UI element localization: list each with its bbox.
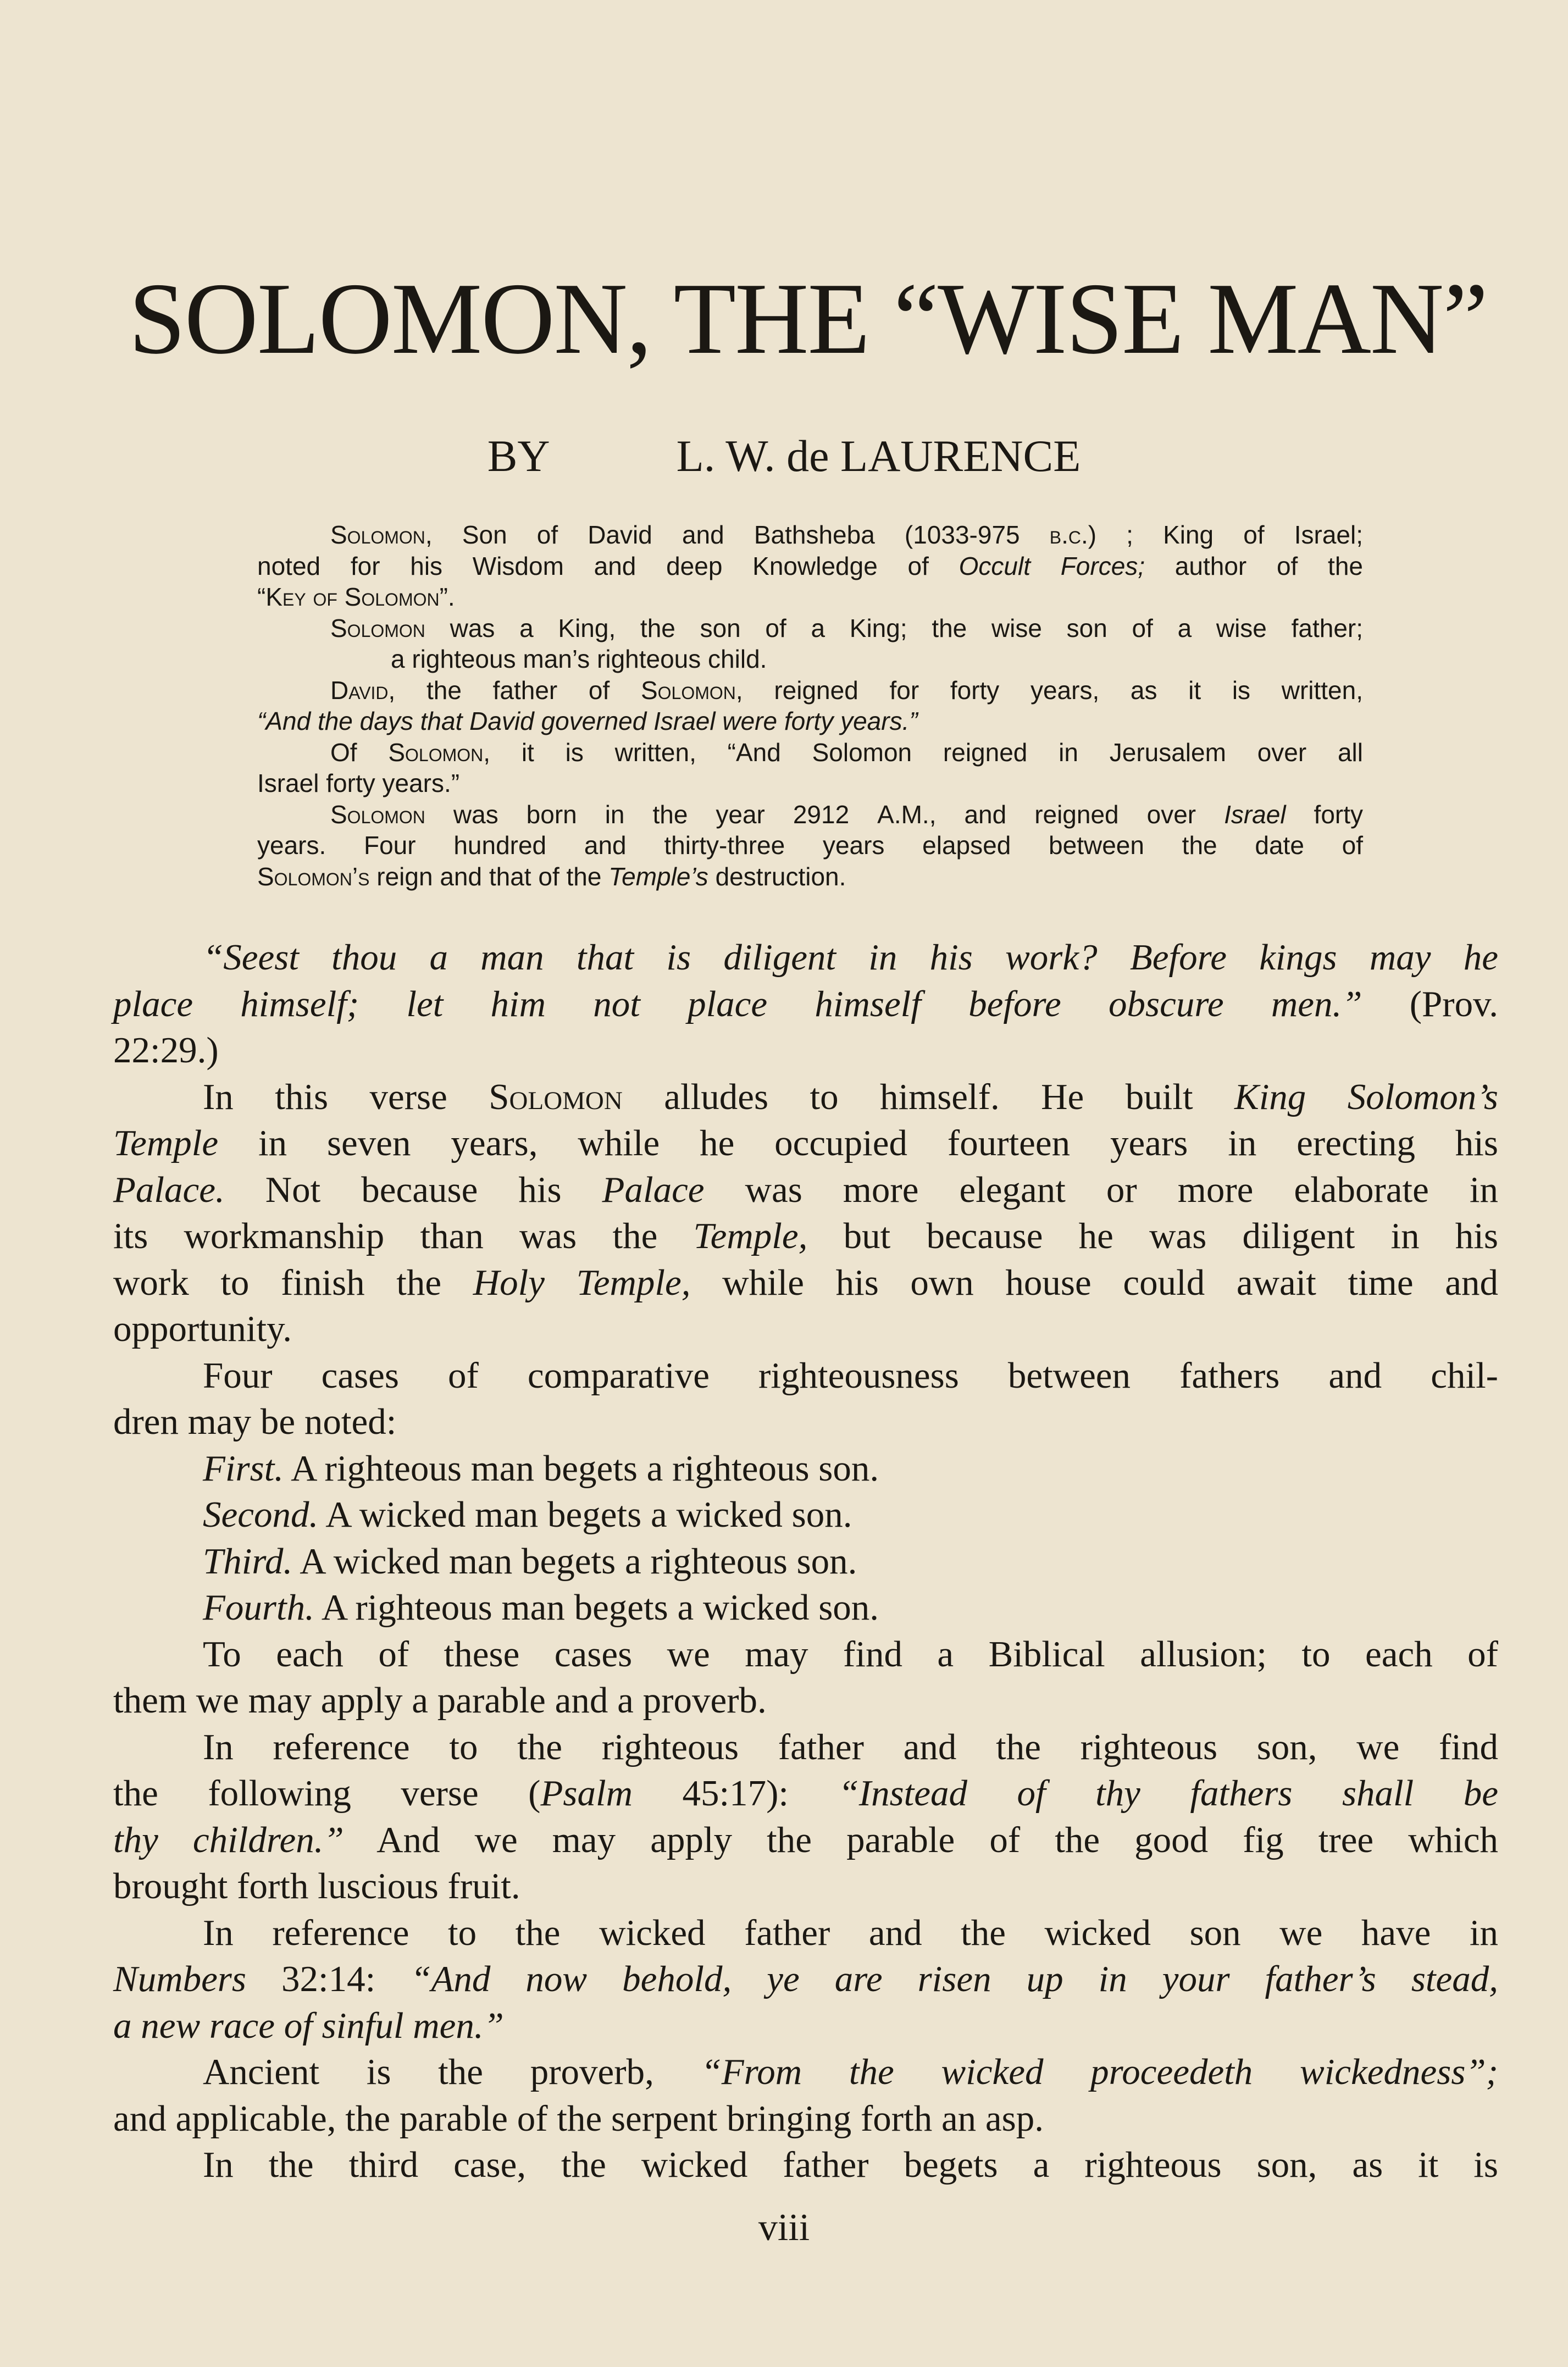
body-line: the following verse (Psalm 45:17): “Instead of thy fathers shall be: [113, 1773, 1498, 1814]
body-line: 22:29.): [113, 1030, 219, 1071]
intro-line: Solomon, Son of David and Bathsheba (1033-975 b.c.) ; King of Israel;: [330, 520, 1363, 549]
intro-line: Solomon was born in the year 2912 A.M., and reigned over Israel forty: [330, 800, 1363, 829]
intro-line: noted for his Wisdom and deep Knowledge of Occult Forces; author of the: [257, 551, 1363, 580]
intro-line: “Key of Solomon”.: [257, 583, 455, 611]
body-line: Palace. Not because his Palace was more elegant or more elaborate in: [113, 1169, 1498, 1210]
body-line: Fourth. A righteous man begets a wicked son.: [203, 1587, 879, 1628]
intro-line: David, the father of Solomon, reigned for forty years, as it is written,: [330, 675, 1363, 705]
body-line: Ancient is the proverb, “From the wicked proceedeth wickedness”;: [203, 2052, 1498, 2092]
intro-line: Israel forty years.”: [257, 769, 460, 797]
body-line: its workmanship than was the Temple, but because he was diligent in his: [113, 1216, 1498, 1256]
byline: [0, 429, 1568, 484]
body-line: In this verse Solomon alludes to himself. He built King Solomon’s: [203, 1076, 1498, 1117]
body-line: In reference to the wicked father and the wicked son we have in: [203, 1912, 1498, 1953]
intro-line: Of Solomon, it is written, “And Solomon reigned in Jerusalem over all: [330, 738, 1363, 767]
body-line: Four cases of comparative righteousness between fathers and chil-: [203, 1355, 1498, 1396]
intro-line: years. Four hundred and thirty-three years elapsed between the date of: [257, 831, 1363, 860]
intro-line: “And the days that David governed Israel were forty years.”: [257, 707, 918, 735]
body-line: In reference to the righteous father and the righteous son, we find: [203, 1726, 1498, 1767]
body-line: Numbers 32:14: “And now behold, ye are risen up in your father’s stead,: [113, 1959, 1498, 1999]
body-line: Temple in seven years, while he occupied fourteen years in erecting his: [113, 1123, 1498, 1163]
body-line: brought forth luscious fruit.: [113, 1866, 520, 1906]
body-line: them we may apply a parable and a proverb.: [113, 1680, 767, 1721]
body-line: To each of these cases we may find a Biblical allusion; to each of: [203, 1633, 1498, 1675]
page-number: viii: [758, 2207, 810, 2249]
body-line: dren may be noted:: [113, 1401, 397, 1442]
intro-line: Solomon was a King, the son of a King; the wise son of a wise father;: [330, 613, 1363, 642]
body-line: work to finish the Holy Temple, while his own house could await time and: [113, 1262, 1498, 1303]
chapter-title: SOLOMON, THE “WISE MAN”: [129, 262, 1487, 375]
byline-by: BY: [487, 431, 550, 481]
body-line: opportunity.: [113, 1309, 292, 1349]
intro-summary: [257, 519, 1363, 892]
body-line: “Seest thou a man that is diligent in his work? Before kings may he: [203, 937, 1498, 978]
body-line: and applicable, the parable of the serpent bringing forth an asp.: [113, 2098, 1044, 2139]
body-line: a new race of sinful men.”: [113, 2005, 504, 2046]
body-line: In the third case, the wicked father begets a righteous son, as it is: [203, 2144, 1498, 2185]
body-line: Third. A wicked man begets a righteous son.: [203, 1540, 857, 1582]
intro-line: Solomon’s reign and that of the Temple’s destruction.: [257, 862, 846, 891]
body-line: place himself; let him not place himself before obscure men.” (Prov.: [113, 983, 1498, 1024]
byline-author: L. W. de LAURENCE: [676, 431, 1081, 481]
intro-line: a righteous man’s righteous child.: [391, 645, 767, 673]
body-line: Second. A wicked man begets a wicked son.: [203, 1494, 852, 1535]
body-line: thy children.” And we may apply the parable of the good fig tree which: [113, 1819, 1498, 1860]
body-text: [113, 934, 1498, 2188]
body-line: First. A righteous man begets a righteous son.: [203, 1448, 879, 1489]
